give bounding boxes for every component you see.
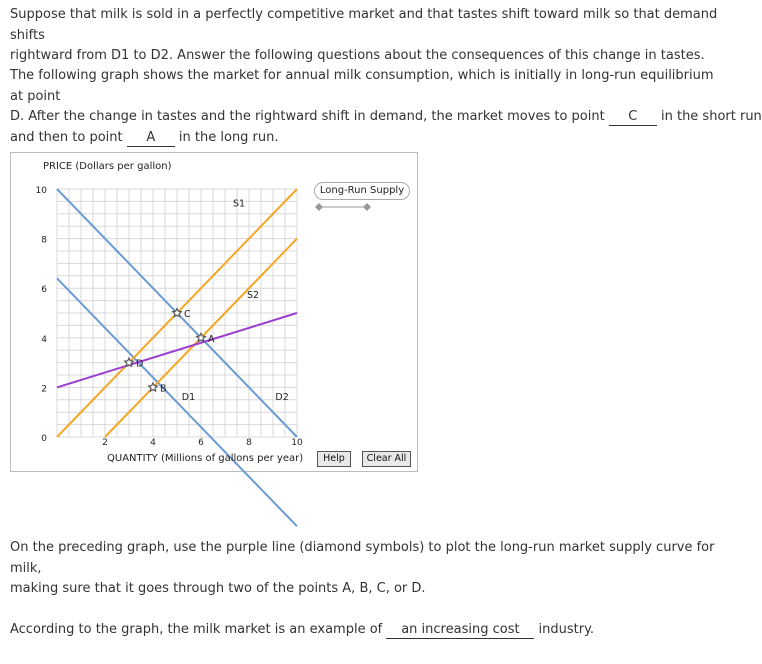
- question-1-text: [10, 66, 762, 148]
- label-s1: S1: [233, 198, 246, 210]
- y-tick-label: 10: [35, 186, 47, 196]
- q1-line-1: The following graph shows the market for annual milk consumption, which is initially in long-run equilibrium at point: [10, 68, 714, 104]
- y-tick-label: 4: [41, 334, 47, 345]
- legend-diamond-right-icon[interactable]: [363, 203, 371, 211]
- q2-line-1: On the preceding graph, use the purple line (diamond symbols) to plot the long-run market supply curve for milk,: [10, 540, 715, 576]
- y-tick-labels: [36, 186, 48, 444]
- intro-text: [10, 5, 722, 67]
- short-run-point-dropdown[interactable]: C: [609, 109, 657, 126]
- x-tick-label: 4: [150, 438, 156, 448]
- long-run-supply-legend[interactable]: Long-Run Supply: [314, 182, 410, 200]
- x-tick-label: 10: [291, 438, 303, 448]
- y-tick-label: 0: [41, 434, 47, 444]
- question-3-text: [10, 620, 722, 641]
- x-tick-label: 8: [246, 438, 252, 448]
- intro-line-1: Suppose that milk is sold in a perfectly competitive market and that tastes shift toward milk so that demand shifts: [10, 7, 718, 43]
- q3-before: According to the graph, the milk market is an example of: [10, 622, 383, 637]
- q1-line-3-after: in the long run.: [178, 129, 279, 145]
- y-tick-label: 6: [41, 285, 47, 296]
- label-s2: S2: [247, 290, 260, 302]
- help-button[interactable]: Help: [317, 451, 351, 467]
- label-d2: D2: [275, 391, 289, 403]
- x-tick-labels: [102, 438, 303, 448]
- q1-line-2-after: in the short run: [660, 109, 762, 124]
- point-label-d: D: [136, 358, 144, 370]
- q2-line-2: making sure that it goes through two of the points A, B, C, or D.: [10, 581, 426, 596]
- market-graph[interactable]: [11, 153, 417, 471]
- x-tick-label: 2: [102, 438, 108, 448]
- graph-panel: [10, 152, 418, 472]
- long-run-point-dropdown[interactable]: A: [127, 130, 175, 147]
- x-axis-title: QUANTITY (Millions of gallons per year): [107, 453, 304, 464]
- point-label-b: B: [160, 383, 167, 395]
- x-tick-label: 6: [198, 438, 204, 448]
- y-axis-title: PRICE (Dollars per gallon): [43, 161, 172, 172]
- legend-diamond-left-icon[interactable]: [315, 203, 323, 211]
- q3-after: industry.: [538, 622, 595, 637]
- y-tick-label: 2: [41, 384, 47, 395]
- question-2-text: [10, 538, 722, 600]
- q1-line-2-before: D. After the change in tastes and the rightward shift in demand, the market moves to point: [10, 109, 605, 124]
- intro-line-2: rightward from D1 to D2. Answer the following questions about the consequences of this change in tastes.: [10, 48, 705, 63]
- point-label-c: C: [184, 309, 191, 320]
- y-tick-label: 8: [41, 235, 47, 246]
- point-label-a: A: [208, 333, 215, 345]
- industry-type-dropdown[interactable]: an increasing cost: [386, 622, 534, 639]
- q1-line-3-before: and then to point: [10, 129, 123, 145]
- label-d1: D1: [181, 391, 196, 403]
- clear-all-button[interactable]: Clear All: [362, 451, 411, 467]
